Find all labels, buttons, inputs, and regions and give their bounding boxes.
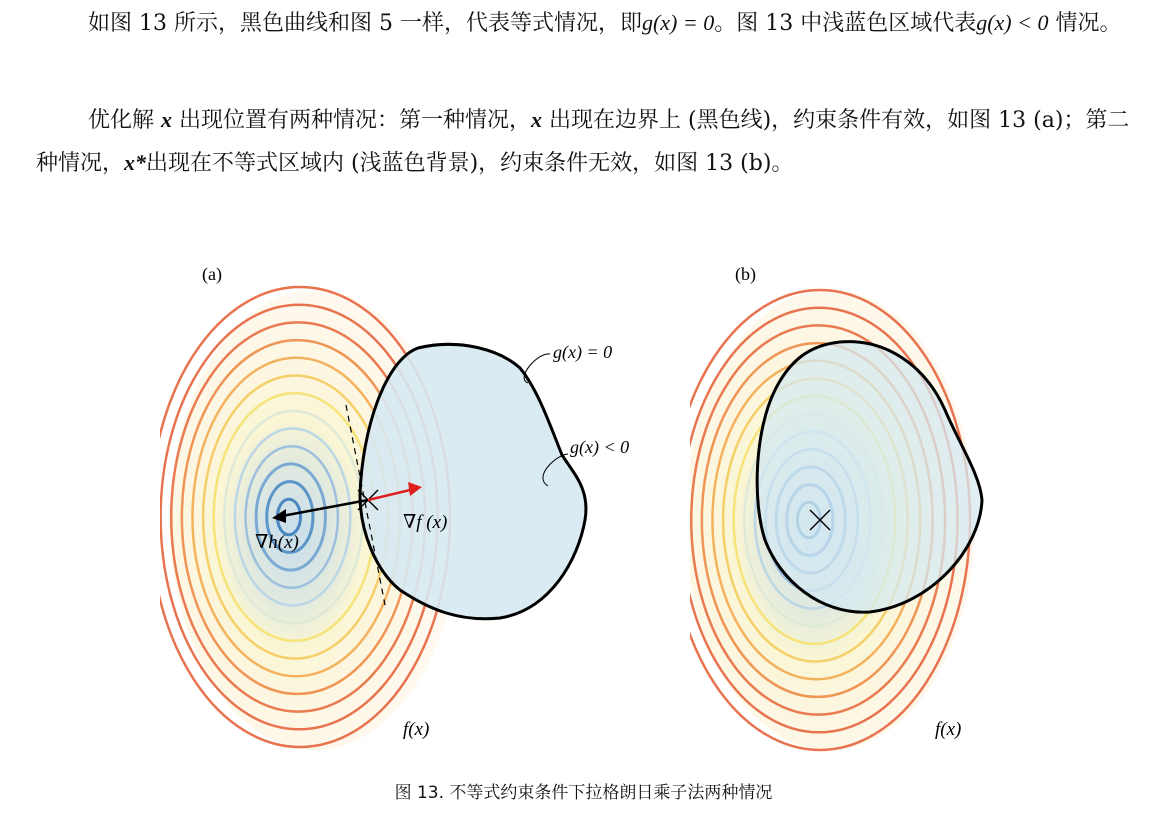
label-g-less-zero: g(x) < 0 [570,437,630,457]
label-f-a: f(x) [403,719,430,740]
figure-caption: 图 13. 不等式约束条件下拉格朗日乘子法两种情况 [394,783,773,803]
panel-label-b: (b) [735,264,756,284]
p1-text-3: 情况。 [1048,11,1122,36]
p2-text-1: 优化解 [88,108,161,133]
p2-x-1: x [161,107,172,132]
p1-text-1: 如图 13 所示，黑色曲线和图 5 一样，代表等式情况，即 [88,11,642,36]
p1-equation-1: g(x) = 0 [641,10,715,35]
p2-x-star: x* [124,150,147,175]
p2-text-3: 出现在边界上 (黑色线)，约束条件有效，如图 13 (a)；第二种情况， [36,108,1130,176]
p2-x-2: x [531,107,542,132]
constraint-region-b [757,342,982,613]
p2-text-4: 出现在不等式区域内 (浅蓝色背景)，约束条件无效，如图 13 (b)。 [146,151,794,176]
label-grad-h: ∇h(x) [255,532,299,553]
figure-b [690,250,1020,760]
label-grad-f: ∇f (x) [403,512,448,533]
panel-label-a: (a) [202,264,222,284]
figure-a [160,250,640,760]
paragraph-2 [36,99,1136,185]
label-f-b: f(x) [935,719,962,740]
label-g-equals-zero: g(x) = 0 [553,342,613,362]
p2-text-2: 出现位置有两种情况：第一种情况， [172,108,531,133]
constraint-region-a [360,344,586,618]
paragraph-1 [36,2,1136,45]
p1-equation-2: g(x) < 0 [976,10,1049,35]
p1-text-2: 。图 13 中浅蓝色区域代表 [714,11,977,36]
